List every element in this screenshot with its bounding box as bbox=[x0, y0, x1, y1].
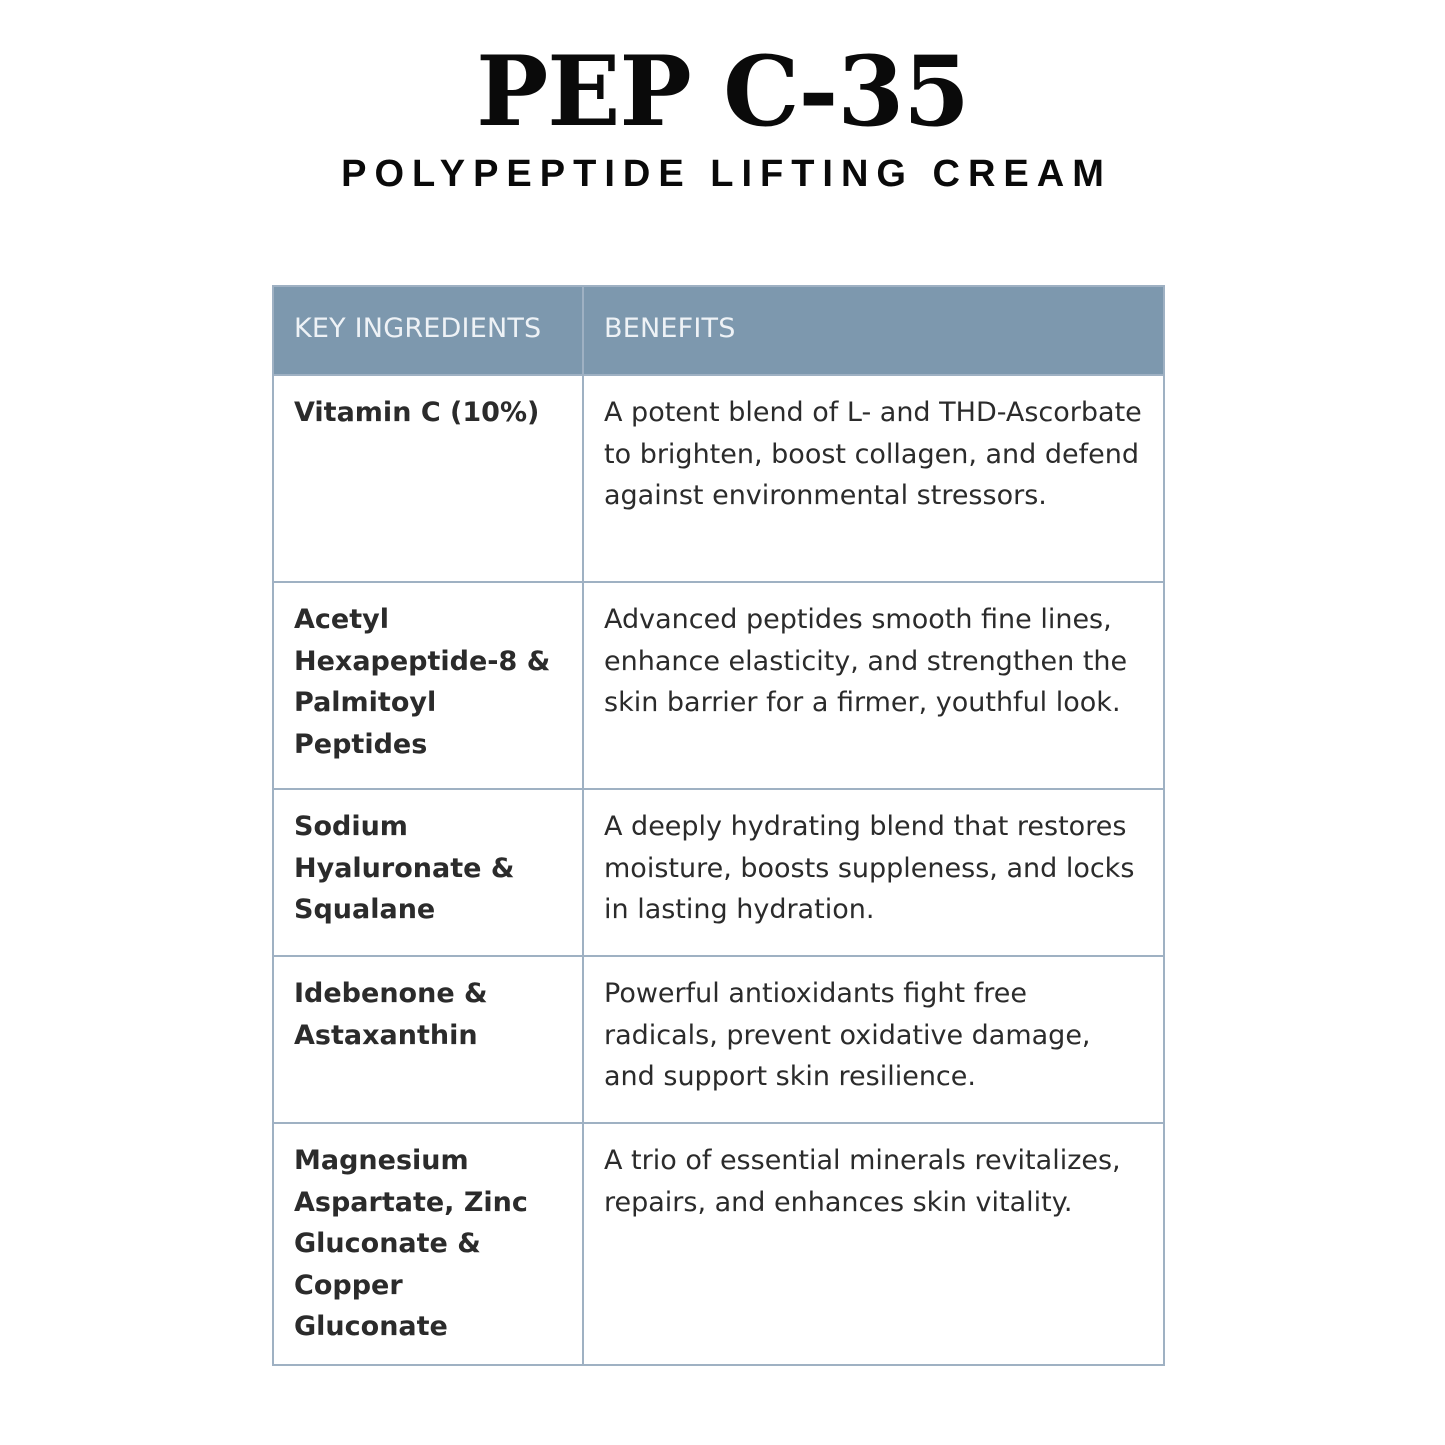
ingredient-cell: Idebenone & Astaxanthin bbox=[273, 956, 583, 1123]
table-row bbox=[273, 956, 1164, 1123]
table-row bbox=[273, 1123, 1164, 1365]
benefit-cell: A trio of essential minerals revitalizes, repairs, and enhances skin vitality. bbox=[583, 1123, 1164, 1365]
ingredient-cell: Vitamin C (10%) bbox=[273, 375, 583, 582]
table-row bbox=[273, 582, 1164, 789]
benefit-cell: Advanced peptides smooth fine lines, enhance elasticity, and strengthen the skin barrier for a firmer, youthful look. bbox=[583, 582, 1164, 789]
table-row bbox=[273, 789, 1164, 956]
product-subtitle: POLYPEPTIDE LIFTING CREAM bbox=[341, 153, 1112, 195]
table-row bbox=[273, 375, 1164, 582]
ingredient-cell: Magnesium Aspartate, Zinc Gluconate & Copper Gluconate bbox=[273, 1123, 583, 1365]
benefit-cell: Powerful antioxidants fight free radicals, prevent oxidative damage, and support skin resilience. bbox=[583, 956, 1164, 1123]
column-header-benefits: BENEFITS bbox=[583, 286, 1164, 375]
table-header-row bbox=[273, 286, 1164, 375]
column-header-key-ingredients: KEY INGREDIENTS bbox=[273, 286, 583, 375]
ingredient-cell: Acetyl Hexapeptide-8 & Palmitoyl Peptides bbox=[273, 582, 583, 789]
product-title: PEP C-35 bbox=[476, 35, 969, 148]
benefit-cell: A deeply hydrating blend that restores moisture, boosts suppleness, and locks in lasting hydration. bbox=[583, 789, 1164, 956]
benefit-cell: A potent blend of L- and THD-Ascorbate to brighten, boost collagen, and defend against environmental stressors. bbox=[583, 375, 1164, 582]
ingredient-cell: Sodium Hyaluronate & Squalane bbox=[273, 789, 583, 956]
ingredients-table bbox=[272, 285, 1165, 1366]
